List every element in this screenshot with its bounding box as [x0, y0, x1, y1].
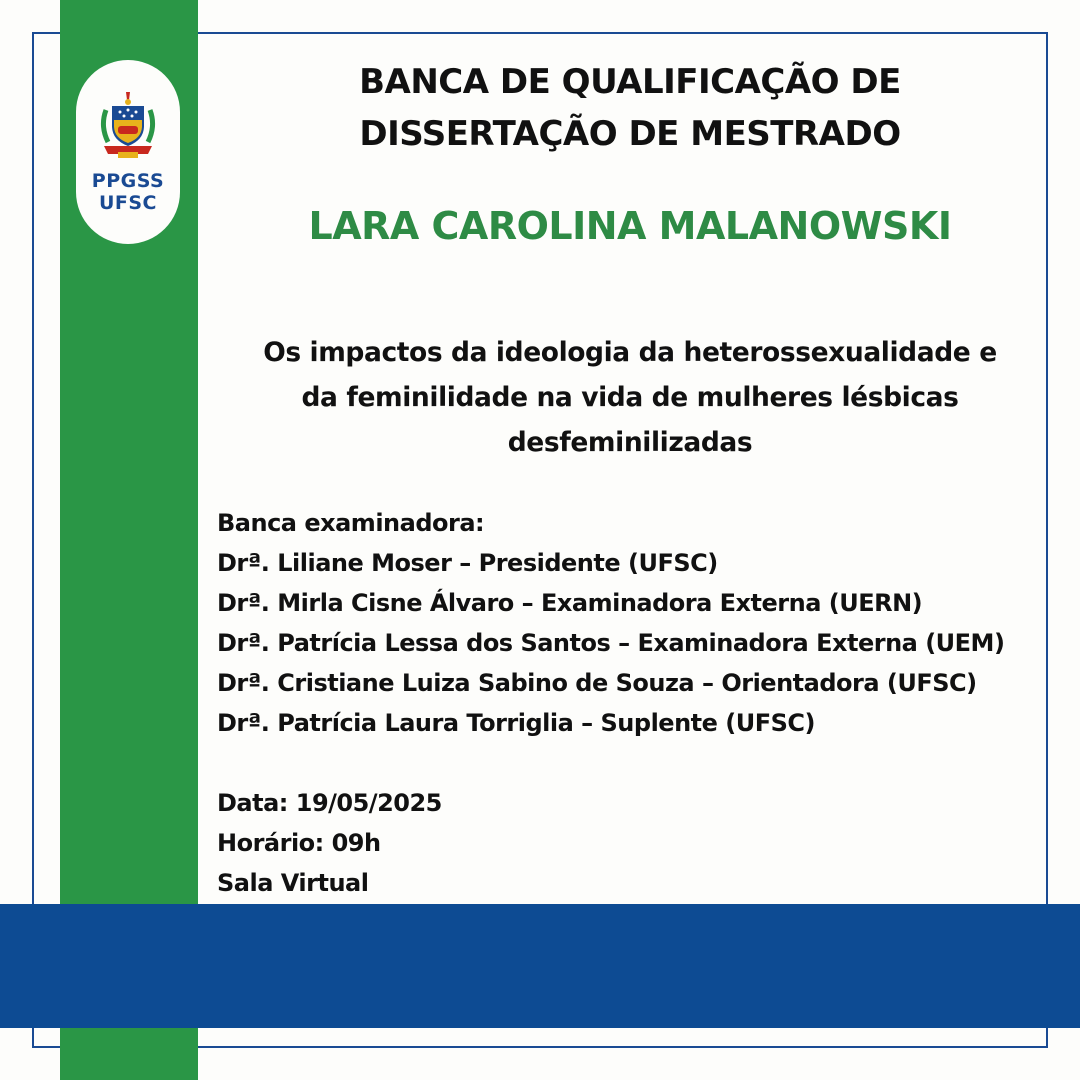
committee-member: Drª. Cristiane Luiza Sabino de Souza – Orientadora (UFSC) — [217, 669, 977, 697]
event-info — [217, 503, 1057, 903]
thesis-line-2: da feminilidade na vida de mulheres lésbicas — [301, 382, 959, 413]
logo-text-ppgss: PPGSS — [91, 170, 165, 192]
event-location: Sala Virtual — [217, 869, 369, 897]
committee-heading: Banca examinadora: — [217, 509, 485, 537]
candidate-name: LARA CAROLINA MALANOWSKI — [308, 204, 952, 248]
committee-member: Drª. Liliane Moser – Presidente (UFSC) — [217, 549, 718, 577]
committee-member: Drª. Patrícia Lessa dos Santos – Examinadora Externa (UEM) — [217, 629, 1005, 657]
thesis-line-3: desfeminilizadas — [507, 427, 753, 458]
event-time: Horário: 09h — [217, 829, 381, 857]
event-title — [230, 56, 1030, 160]
event-date: Data: 19/05/2025 — [217, 789, 442, 817]
thesis-title — [212, 330, 1048, 465]
ufsc-crest-icon — [96, 90, 160, 162]
spacer — [217, 743, 1057, 783]
blue-footer-band — [0, 904, 1080, 1028]
title-line-2: DISSERTAÇÃO DE MESTRADO — [359, 114, 901, 154]
committee-member: Drª. Mirla Cisne Álvaro – Examinadora Externa (UERN) — [217, 589, 923, 617]
logo-text-ufsc: UFSC — [98, 192, 158, 214]
title-line-1: BANCA DE QUALIFICAÇÃO DE — [359, 62, 901, 102]
thesis-line-1: Os impactos da ideologia da heterossexualidade e — [263, 337, 997, 368]
committee-member: Drª. Patrícia Laura Torriglia – Suplente (UFSC) — [217, 709, 815, 737]
ppgss-ufsc-logo — [76, 60, 180, 244]
